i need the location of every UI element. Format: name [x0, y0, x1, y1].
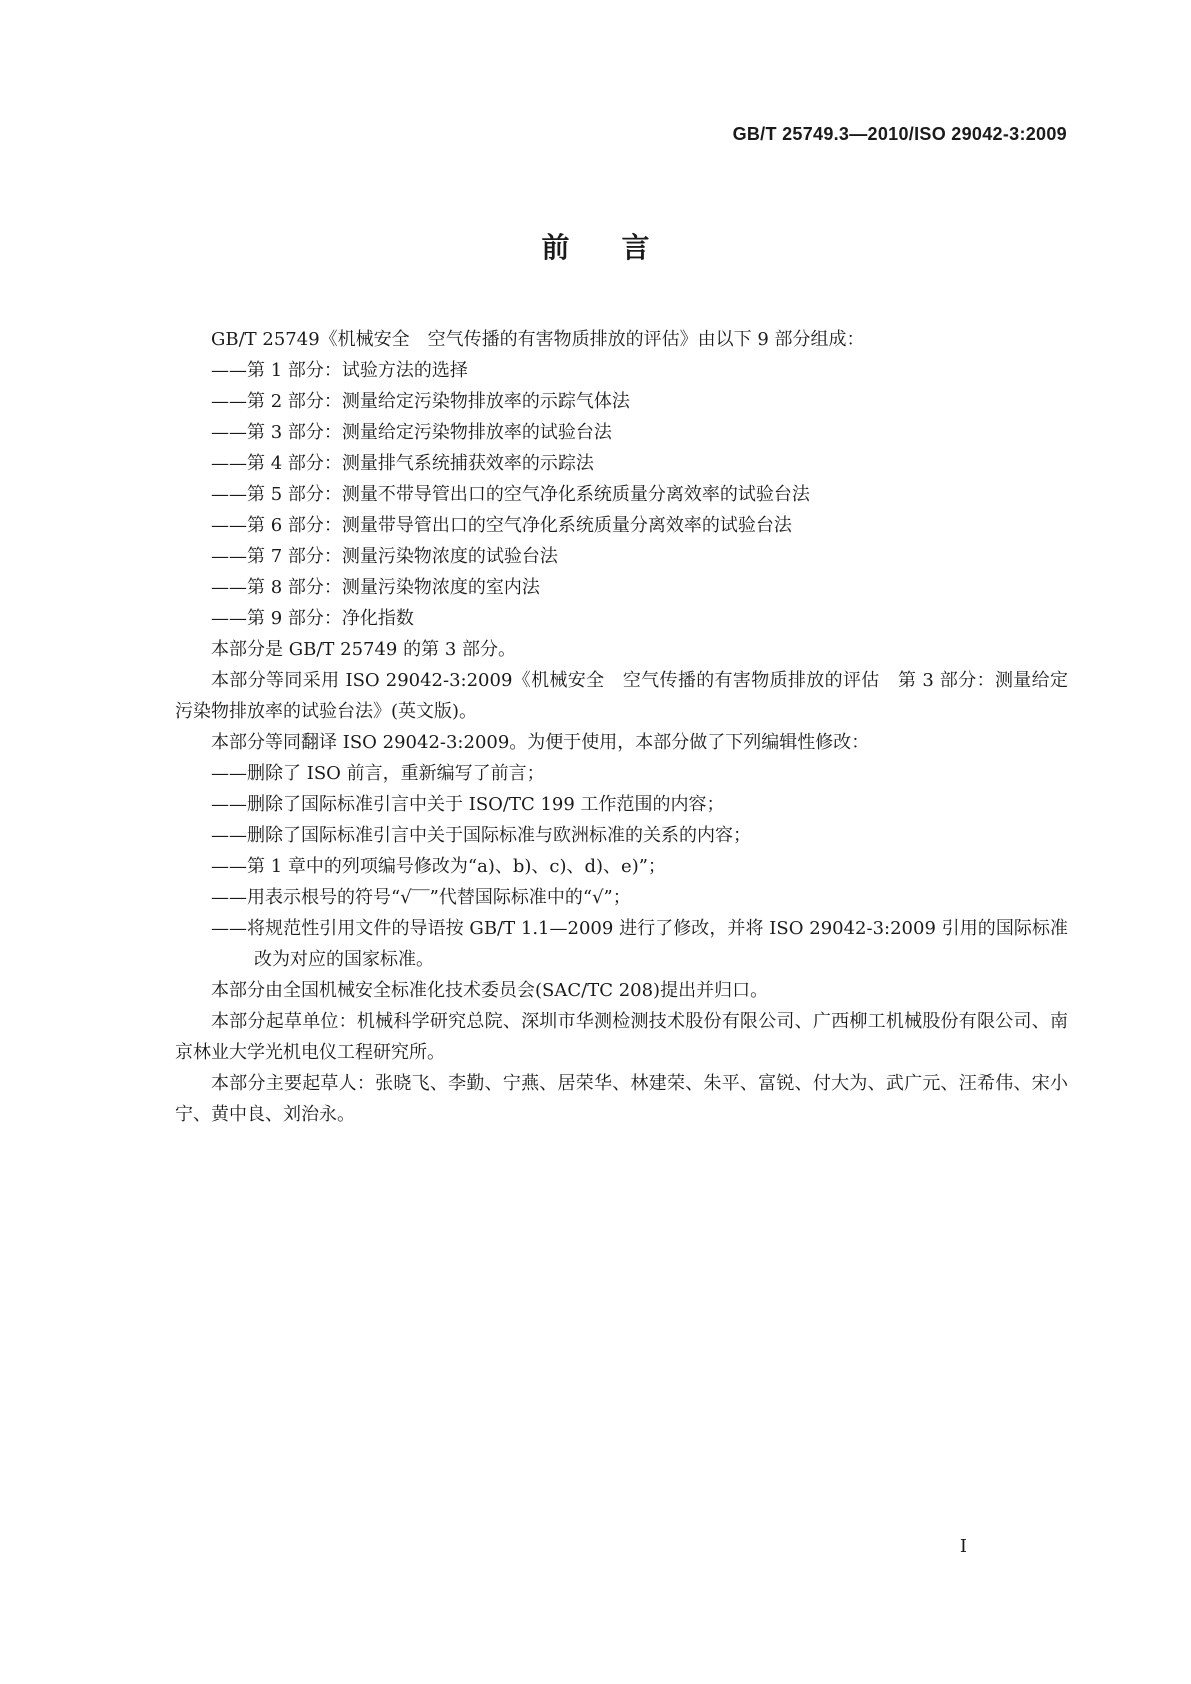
list-item: ——第 8 部分：测量污染物浓度的室内法 [211, 577, 540, 598]
parts-list [175, 355, 1068, 634]
list-item: ——第 1 章中的列项编号修改为“a)、b)、c)、d)、e)”； [211, 856, 666, 877]
drafters-paragraph: 本部分主要起草人：张晓飞、李勤、宁燕、居荣华、林建荣、朱平、富锐、付大为、武广元、汪希伟、宋小宁、黄中良、刘治永。 [175, 1073, 1068, 1125]
list-item: ——第 2 部分：测量给定污染物排放率的示踪气体法 [211, 391, 630, 412]
standard-code-header: GB/T 25749.3—2010/ISO 29042-3:2009 [732, 124, 1067, 144]
list-item: ——第 4 部分：测量排气系统捕获效率的示踪法 [211, 453, 594, 474]
proposer-paragraph: 本部分由全国机械安全标准化技术委员会(SAC/TC 208)提出并归口。 [211, 980, 769, 1001]
list-item: ——第 6 部分：测量带导管出口的空气净化系统质量分离效率的试验台法 [211, 515, 792, 536]
page-number: I [959, 1536, 967, 1557]
changes-list [175, 758, 1068, 975]
adoption-paragraph: 本部分等同采用 ISO 29042-3:2009《机械安全 空气传播的有害物质排放的评估 第 3 部分：测量给定污染物排放率的试验台法》(英文版)。 [175, 670, 1068, 722]
list-item: ——第 1 部分：试验方法的选择 [211, 360, 468, 381]
foreword-body [175, 324, 1068, 1130]
list-item: ——将规范性引用文件的导语按 GB/T 1.1—2009 进行了修改，并将 ISO 29042-3:2009 引用的国际标准改为对应的国家标准。 [211, 918, 1068, 970]
translation-paragraph: 本部分等同翻译 ISO 29042-3:2009。为便于使用，本部分做了下列编辑性修改： [211, 732, 870, 753]
list-item: ——删除了国际标准引言中关于 ISO/TC 199 工作范围的内容； [211, 794, 725, 815]
intro-paragraph: GB/T 25749《机械安全 空气传播的有害物质排放的评估》由以下 9 部分组成： [211, 329, 865, 350]
list-item: ——第 3 部分：测量给定污染物排放率的试验台法 [211, 422, 612, 443]
list-item: ——第 5 部分：测量不带导管出口的空气净化系统质量分离效率的试验台法 [211, 484, 810, 505]
list-item: ——删除了 ISO 前言，重新编写了前言； [211, 763, 545, 784]
this-part-paragraph: 本部分是 GB/T 25749 的第 3 部分。 [211, 639, 516, 660]
page-title: 前言 [541, 231, 702, 264]
list-item: ——第 9 部分：净化指数 [211, 608, 414, 629]
list-item: ——删除了国际标准引言中关于国际标准与欧洲标准的关系的内容； [211, 825, 751, 846]
list-item: ——用表示根号的符号“√‾‾”代替国际标准中的“√”； [211, 887, 631, 908]
drafting-units-paragraph: 本部分起草单位：机械科学研究总院、深圳市华测检测技术股份有限公司、广西柳工机械股份有限公司、南京林业大学光机电仪工程研究所。 [175, 1011, 1068, 1063]
list-item: ——第 7 部分：测量污染物浓度的试验台法 [211, 546, 558, 567]
